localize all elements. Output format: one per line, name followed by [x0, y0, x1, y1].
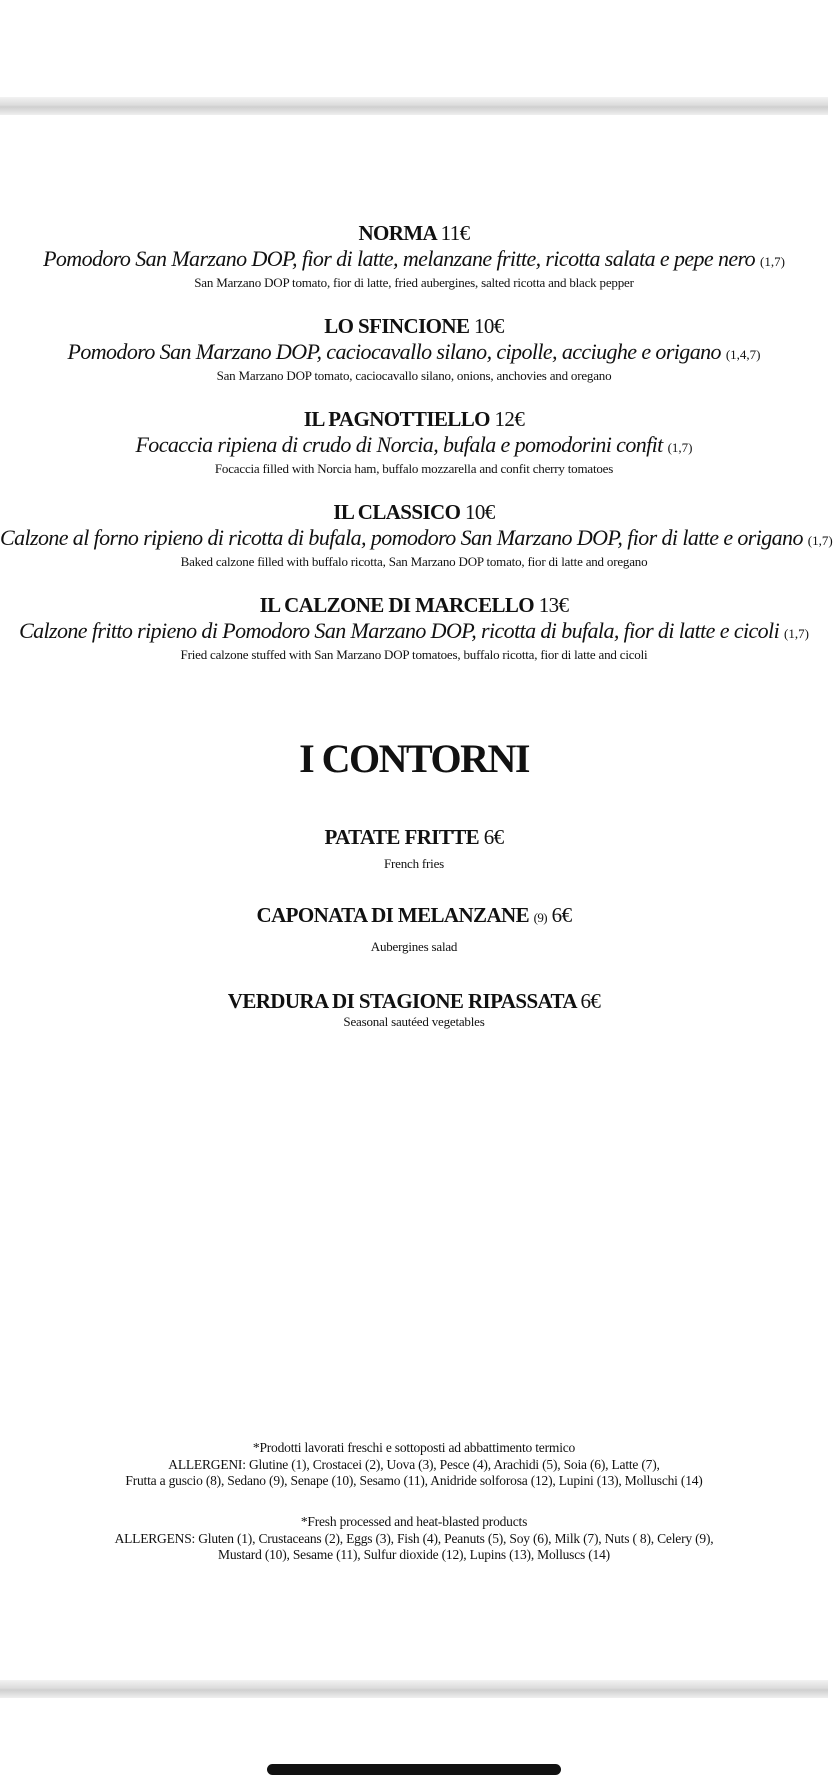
item-description-it — [0, 339, 828, 368]
allergen-codes: (1,7) — [667, 440, 693, 455]
menu-item-il-classico — [0, 499, 833, 570]
item-price: 11€ — [440, 221, 470, 245]
footer-italian — [0, 1440, 828, 1490]
item-price: 12€ — [494, 407, 525, 431]
menu-item-lo-sfincione — [0, 313, 828, 384]
home-indicator[interactable] — [267, 1764, 561, 1775]
item-title — [0, 824, 828, 850]
footer-note-en: *Fresh processed and heat-blasted products — [300, 1514, 528, 1529]
menu-item-il-calzone-di-marcello — [0, 592, 828, 663]
item-title — [0, 313, 828, 339]
item-name: CAPONATA DI MELANZANE — [256, 903, 529, 927]
menu-item-norma — [0, 220, 828, 291]
item-title — [0, 988, 828, 1014]
allergen-codes: (1,7) — [784, 626, 809, 641]
item-description-en: Seasonal sautéed vegetables — [343, 1014, 485, 1029]
footer-english — [0, 1514, 828, 1564]
menu-item-il-pagnottiello — [0, 406, 828, 477]
item-name: IL CLASSICO — [333, 500, 461, 524]
footer-allergens-it-line1: ALLERGENI: Glutine (1), Crostacei (2), Uova (3), Pesce (4), Arachidi (5), Soia (6), Latte (7), — [168, 1456, 660, 1472]
item-price: 10€ — [465, 500, 495, 524]
item-price: 13€ — [538, 593, 569, 617]
top-divider — [0, 97, 828, 115]
item-title — [0, 406, 828, 432]
allergen-codes: (1,4,7) — [725, 347, 761, 362]
footer-allergens-en-line2: Mustard (10), Sesame (11), Sulfur dioxide (12), Lupins (13), Molluscs (14) — [218, 1547, 610, 1562]
allergen-codes: (1,7) — [760, 254, 785, 269]
description-text: Calzone fritto ripieno di Pomodoro San Marzano DOP, ricotta di bufala, fior di latte e cicoli — [19, 618, 780, 643]
allergen-codes: (9) — [533, 910, 548, 925]
description-text: Pomodoro San Marzano DOP, caciocavallo silano, cipolle, acciughe e origano — [67, 339, 721, 364]
description-text: Calzone al forno ripieno di ricotta di bufala, pomodoro San Marzano DOP, fior di latte e origano — [0, 525, 803, 550]
item-name: IL PAGNOTTIELLO — [303, 407, 490, 431]
item-description-it — [0, 246, 828, 275]
item-description-en: San Marzano DOP tomato, caciocavallo silano, onions, anchovies and oregano — [216, 368, 612, 383]
item-description-en: Focaccia filled with Norcia ham, buffalo mozzarella and confit cherry tomatoes — [214, 461, 614, 476]
item-description-en: Fried calzone stuffed with San Marzano DOP tomatoes, buffalo ricotta, fior di latte and cicoli — [180, 647, 648, 662]
item-price: 6€ — [483, 825, 504, 849]
item-description-it — [0, 432, 828, 461]
item-description-it — [0, 525, 833, 554]
item-title — [0, 220, 828, 246]
item-name: IL CALZONE DI MARCELLO — [259, 593, 535, 617]
description-text: Pomodoro San Marzano DOP, fior di latte, melanzane fritte, ricotta salata e pepe nero — [43, 246, 756, 271]
item-description-en: San Marzano DOP tomato, fior di latte, fried aubergines, salted ricotta and black pepper — [194, 275, 634, 290]
footer-note-it: *Prodotti lavorati freschi e sottoposti ad abbattimento termico — [252, 1440, 576, 1455]
item-price: 6€ — [551, 903, 572, 927]
item-title — [0, 902, 828, 931]
item-description-en: Aubergines salad — [370, 939, 458, 954]
section-title: I CONTORNI — [299, 736, 529, 781]
footer-allergens-it-line2: Frutta a guscio (8), Sedano (9), Senape (10), Sesamo (11), Anidride solforosa (12), Lupini (13), Molluschi (14) — [125, 1473, 703, 1488]
item-title — [0, 499, 828, 525]
allergen-codes: (1,7) — [807, 533, 833, 548]
item-name: NORMA — [358, 221, 436, 245]
footer-allergens-en-line1: ALLERGENS: Gluten (1), Crustaceans (2), Eggs (3), Fish (4), Peanuts (5), Soy (6), Milk (7), Nuts ( 8), Celery (9), — [114, 1530, 714, 1546]
item-price: 6€ — [580, 989, 601, 1013]
menu-item-verdura-di-stagione — [0, 988, 828, 1030]
description-text: Focaccia ripiena di crudo di Norcia, bufala e pomodorini confit — [135, 432, 663, 457]
menu-item-caponata-di-melanzane — [0, 902, 828, 955]
item-description-en: French fries — [383, 856, 445, 871]
bottom-divider — [0, 1680, 828, 1698]
item-name: LO SFINCIONE — [324, 314, 470, 338]
item-name: VERDURA DI STAGIONE RIPASSATA — [227, 989, 576, 1013]
item-description-en: Baked calzone filled with buffalo ricotta, San Marzano DOP tomato, fior di latte and oregano — [180, 554, 648, 569]
menu-item-patate-fritte — [0, 824, 828, 872]
item-name: PATATE FRITTE — [324, 825, 480, 849]
item-price: 10€ — [474, 314, 504, 338]
item-title — [0, 592, 828, 618]
item-description-it — [0, 618, 828, 647]
